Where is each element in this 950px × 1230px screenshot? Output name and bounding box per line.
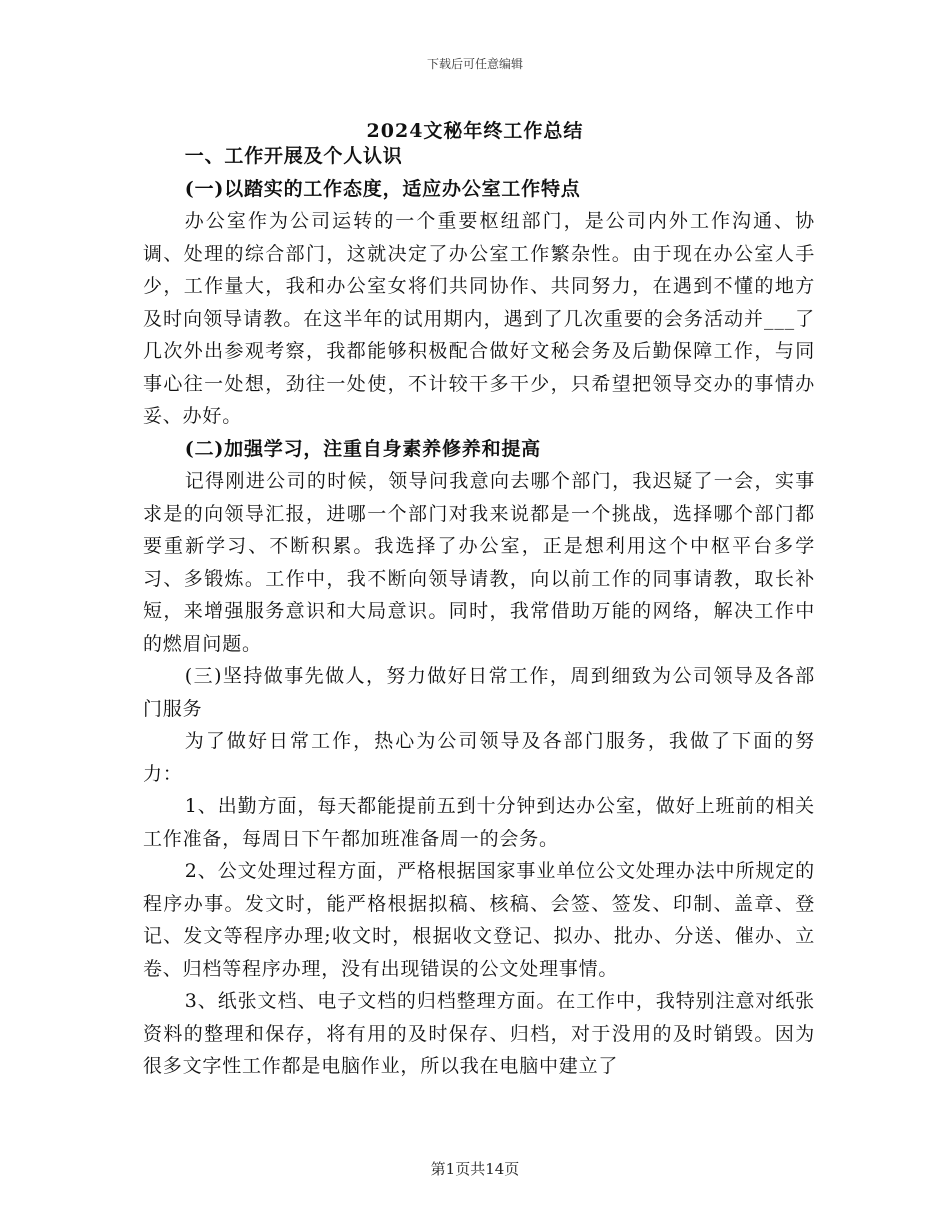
body-paragraph: 办公室作为公司运转的一个重要枢纽部门，是公司内外工作沟通、协调、处理的综合部门，这就决定了办公室工作繁杂性。由于现在办公室人手少，工作量大，我和办公室女将们共同协作、共同努力，在遇到不懂的地方及时向领导请教。在这半年的试用期内，遇到了几次重要的会务活动并___了几次外出参观考察，我都能够积极配合做好文秘会务及后勤保障工作，与同事心往一处想，劲往一处使，不计较干多干少，只希望把领导交办的事情办妥、办好。: [143, 210, 815, 427]
body-paragraph: (三)坚持做事先做人，努力做好日常工作，周到细致为公司领导及各部门服务: [143, 665, 815, 720]
page-header: 下载后可任意编辑: [426, 57, 523, 71]
body-paragraph: 记得刚进公司的时候，领导问我意向去哪个部门，我迟疑了一会，实事求是的向领导汇报，进哪一个部门对我来说都是一个挑战，选择哪个部门都要重新学习、不断积累。我选择了办公室，正是想利用这个中枢平台多学习、多锻炼。工作中，我不断向领导请教，向以前工作的同事请教，取长补短，来增强服务意识和大局意识。同时，我常借助万能的网络，解决工作中的燃眉问题。: [143, 470, 815, 655]
subsection-heading: (一)以踏实的工作态度，适应办公室工作特点: [184, 177, 581, 200]
document-title: 2024文秘年终工作总结: [366, 120, 584, 142]
body-paragraph: 2、公文处理过程方面，严格根据国家事业单位公文处理办法中所规定的程序办事。发文时，能严格根据拟稿、核稿、会签、签发、印制、盖章、登记、发文等程序办理;收文时，根据收文登记、拟办、批办、分送、催办、立卷、归档等程序办理，没有出现错误的公文处理事情。: [143, 860, 815, 980]
subsection-heading: (二)加强学习，注重自身素养修养和提高: [184, 437, 541, 460]
document-body: [143, 140, 815, 1083]
page-footer: 第1页共14页: [430, 1160, 520, 1178]
section-heading: 一、工作开展及个人认识: [184, 145, 403, 167]
body-paragraph: 3、纸张文档、电子文档的归档整理方面。在工作中，我特别注意对纸张资料的整理和保存，将有用的及时保存、归档，对于没用的及时销毁。因为很多文字性工作都是电脑作业，所以我在电脑中建立了: [143, 990, 815, 1077]
body-paragraph: 1、出勤方面，每天都能提前五到十分钟到达办公室，做好上班前的相关工作准备，每周日下午都加班准备周一的会务。: [143, 795, 815, 850]
body-paragraph: 为了做好日常工作，热心为公司领导及各部门服务，我做了下面的努力：: [143, 730, 815, 785]
